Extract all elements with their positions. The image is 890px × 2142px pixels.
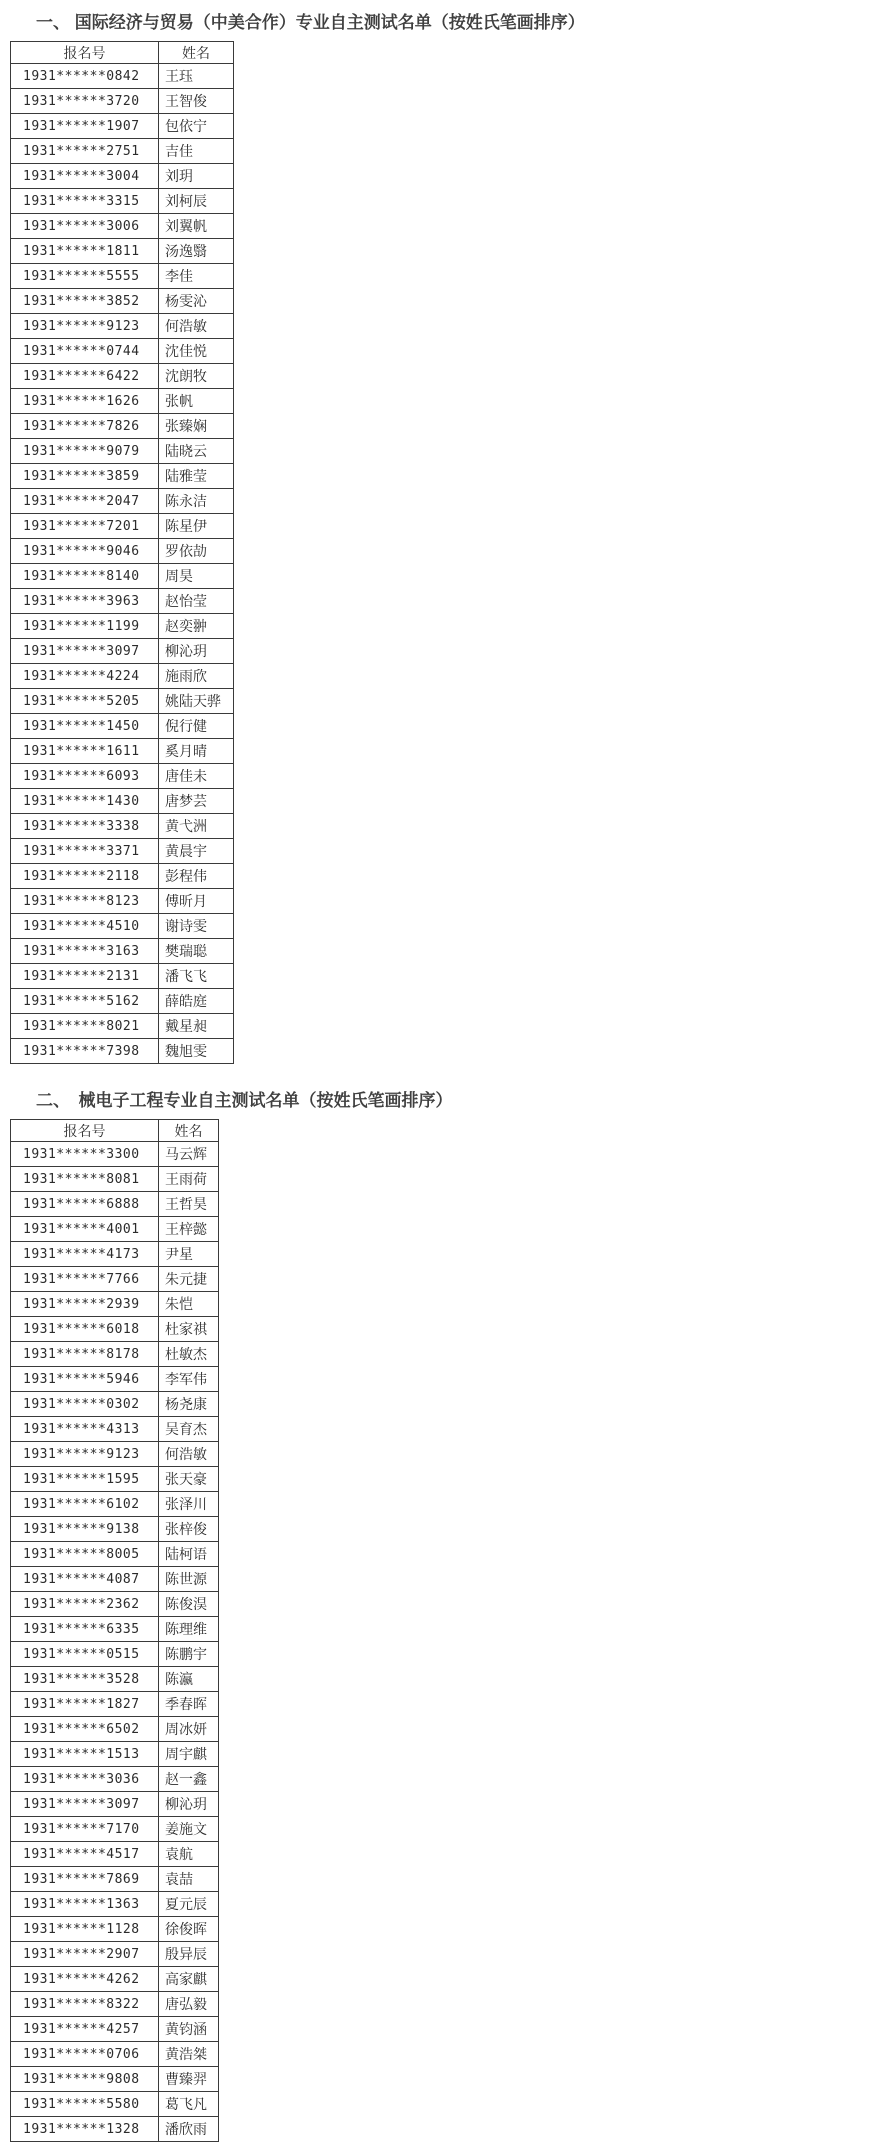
table-row — [11, 1367, 219, 1392]
name-cell: 唐梦芸 — [159, 789, 234, 814]
name-cell: 张泽川 — [159, 1492, 219, 1517]
registration-number-cell: 1931******9079 — [11, 439, 159, 464]
table-row — [11, 1967, 219, 1992]
name-cell: 陈瀛 — [159, 1667, 219, 1692]
header-row — [11, 42, 234, 64]
name-cell: 赵奕翀 — [159, 614, 234, 639]
registration-number-cell: 1931******1363 — [11, 1892, 159, 1917]
name-cell: 朱恺 — [159, 1292, 219, 1317]
registration-number-cell: 1931******1626 — [11, 389, 159, 414]
registration-number-cell: 1931******9046 — [11, 539, 159, 564]
section-title: 二、 械电子工程专业自主测试名单（按姓氏笔画排序） — [36, 1091, 453, 1110]
table-row — [11, 1742, 219, 1767]
table-row — [11, 664, 234, 689]
registration-number-cell: 1931******3163 — [11, 939, 159, 964]
registration-number-cell: 1931******1513 — [11, 1742, 159, 1767]
name-cell: 谢诗雯 — [159, 914, 234, 939]
name-cell: 陆晓云 — [159, 439, 234, 464]
name-cell: 王哲昊 — [159, 1192, 219, 1217]
name-cell: 高家麒 — [159, 1967, 219, 1992]
registration-number-cell: 1931******8021 — [11, 1014, 159, 1039]
registration-number-cell: 1931******3852 — [11, 289, 159, 314]
name-cell: 周昊 — [159, 564, 234, 589]
registration-number-cell: 1931******1450 — [11, 714, 159, 739]
table-row — [11, 1867, 219, 1892]
table-row — [11, 2067, 219, 2092]
table-row — [11, 514, 234, 539]
name-cell: 姜施文 — [159, 1817, 219, 1842]
name-cell: 张帆 — [159, 389, 234, 414]
table-row — [11, 1792, 219, 1817]
table-row — [11, 2092, 219, 2117]
registration-number-cell: 1931******3371 — [11, 839, 159, 864]
name-cell: 刘玥 — [159, 164, 234, 189]
name-cell: 吴育杰 — [159, 1417, 219, 1442]
name-cell: 黄钧涵 — [159, 2017, 219, 2042]
registration-number-cell: 1931******2939 — [11, 1292, 159, 1317]
registration-number-cell: 1931******3528 — [11, 1667, 159, 1692]
name-cell: 彭程伟 — [159, 864, 234, 889]
table-row — [11, 2017, 219, 2042]
registration-number-cell: 1931******8123 — [11, 889, 159, 914]
registration-number-cell: 1931******0515 — [11, 1642, 159, 1667]
table-row — [11, 2117, 219, 2142]
name-cell: 朱元捷 — [159, 1267, 219, 1292]
roster-table — [10, 41, 234, 1064]
name-cell: 葛飞凡 — [159, 2092, 219, 2117]
table-row — [11, 814, 234, 839]
table-row — [11, 489, 234, 514]
table-row — [11, 1692, 219, 1717]
name-cell: 陈鹏宇 — [159, 1642, 219, 1667]
table-row — [11, 289, 234, 314]
registration-number-cell: 1931******6502 — [11, 1717, 159, 1742]
section-intl-economics — [0, 12, 890, 1064]
table-row — [11, 1892, 219, 1917]
name-cell: 柳沁玥 — [159, 1792, 219, 1817]
table-row — [11, 914, 234, 939]
name-cell: 柳沁玥 — [159, 639, 234, 664]
name-cell: 魏旭雯 — [159, 1039, 234, 1064]
registration-number-cell: 1931******8178 — [11, 1342, 159, 1367]
table-row — [11, 1817, 219, 1842]
table-row — [11, 1617, 219, 1642]
registration-number-cell: 1931******2362 — [11, 1592, 159, 1617]
name-cell: 刘翼帆 — [159, 214, 234, 239]
registration-number-cell: 1931******4313 — [11, 1417, 159, 1442]
name-cell: 季春晖 — [159, 1692, 219, 1717]
registration-number-cell: 1931******3006 — [11, 214, 159, 239]
table-row — [11, 314, 234, 339]
registration-number-cell: 1931******3963 — [11, 589, 159, 614]
name-cell: 沈佳悦 — [159, 339, 234, 364]
registration-number-cell: 1931******7201 — [11, 514, 159, 539]
name-cell: 陈永洁 — [159, 489, 234, 514]
registration-number-cell: 1931******4224 — [11, 664, 159, 689]
column-header-registration-number: 报名号 — [11, 42, 159, 64]
name-cell: 袁喆 — [159, 1867, 219, 1892]
registration-number-cell: 1931******4262 — [11, 1967, 159, 1992]
name-cell: 潘飞飞 — [159, 964, 234, 989]
name-cell: 姚陆天骅 — [159, 689, 234, 714]
name-cell: 殷异辰 — [159, 1942, 219, 1967]
table-row — [11, 739, 234, 764]
name-cell: 黄浩桀 — [159, 2042, 219, 2067]
name-cell: 王智俊 — [159, 89, 234, 114]
name-cell: 徐俊晖 — [159, 1917, 219, 1942]
table-row — [11, 1267, 219, 1292]
registration-number-cell: 1931******2131 — [11, 964, 159, 989]
table-row — [11, 189, 234, 214]
table-row — [11, 414, 234, 439]
name-cell: 罗依劼 — [159, 539, 234, 564]
registration-number-cell: 1931******9123 — [11, 1442, 159, 1467]
table-row — [11, 1667, 219, 1692]
registration-number-cell: 1931******6093 — [11, 764, 159, 789]
registration-number-cell: 1931******7766 — [11, 1267, 159, 1292]
table-row — [11, 1992, 219, 2017]
registration-number-cell: 1931******3036 — [11, 1767, 159, 1792]
registration-number-cell: 1931******7398 — [11, 1039, 159, 1064]
table-row — [11, 564, 234, 589]
name-cell: 杨雯沁 — [159, 289, 234, 314]
registration-number-cell: 1931******5162 — [11, 989, 159, 1014]
registration-number-cell: 1931******4173 — [11, 1242, 159, 1267]
table-row — [11, 1767, 219, 1792]
registration-number-cell: 1931******2118 — [11, 864, 159, 889]
registration-number-cell: 1931******6888 — [11, 1192, 159, 1217]
name-cell: 陈星伊 — [159, 514, 234, 539]
registration-number-cell: 1931******7170 — [11, 1817, 159, 1842]
table-row — [11, 1292, 219, 1317]
registration-number-cell: 1931******3315 — [11, 189, 159, 214]
table-row — [11, 1842, 219, 1867]
name-cell: 王梓懿 — [159, 1217, 219, 1242]
table-row — [11, 439, 234, 464]
registration-number-cell: 1931******2047 — [11, 489, 159, 514]
table-row — [11, 789, 234, 814]
registration-number-cell: 1931******3859 — [11, 464, 159, 489]
registration-number-cell: 1931******0302 — [11, 1392, 159, 1417]
registration-number-cell: 1931******7826 — [11, 414, 159, 439]
registration-number-cell: 1931******0744 — [11, 339, 159, 364]
name-cell: 杜敏杰 — [159, 1342, 219, 1367]
table-row — [11, 1642, 219, 1667]
table-row — [11, 239, 234, 264]
table-row — [11, 1442, 219, 1467]
name-cell: 樊瑞聪 — [159, 939, 234, 964]
name-cell: 傅昕月 — [159, 889, 234, 914]
registration-number-cell: 1931******8322 — [11, 1992, 159, 2017]
registration-number-cell: 1931******5555 — [11, 264, 159, 289]
table-row — [11, 1942, 219, 1967]
table-row — [11, 264, 234, 289]
registration-number-cell: 1931******6335 — [11, 1617, 159, 1642]
name-cell: 陆雅莹 — [159, 464, 234, 489]
name-cell: 张臻娴 — [159, 414, 234, 439]
table-row — [11, 764, 234, 789]
registration-number-cell: 1931******1128 — [11, 1917, 159, 1942]
table-row — [11, 1039, 234, 1064]
table-row — [11, 1417, 219, 1442]
registration-number-cell: 1931******0842 — [11, 64, 159, 89]
registration-number-cell: 1931******1595 — [11, 1467, 159, 1492]
table-row — [11, 1517, 219, 1542]
table-row — [11, 1217, 219, 1242]
name-cell: 刘柯辰 — [159, 189, 234, 214]
table-row — [11, 1467, 219, 1492]
roster-table — [10, 1119, 219, 2142]
table-row — [11, 1014, 234, 1039]
name-cell: 黄晨宇 — [159, 839, 234, 864]
table-row — [11, 2042, 219, 2067]
name-cell: 王雨荷 — [159, 1167, 219, 1192]
name-cell: 尹星 — [159, 1242, 219, 1267]
registration-number-cell: 1931******0706 — [11, 2042, 159, 2067]
registration-number-cell: 1931******6102 — [11, 1492, 159, 1517]
name-cell: 何浩敏 — [159, 314, 234, 339]
name-cell: 黄弋洲 — [159, 814, 234, 839]
name-cell: 周宇麒 — [159, 1742, 219, 1767]
name-cell: 陈俊淏 — [159, 1592, 219, 1617]
table-row — [11, 1392, 219, 1417]
section-divider-space — [0, 1064, 890, 1086]
name-cell: 薛皓庭 — [159, 989, 234, 1014]
table-row — [11, 89, 234, 114]
name-cell: 唐弘毅 — [159, 1992, 219, 2017]
section-mech-electronic-eng — [0, 1090, 890, 2142]
registration-number-cell: 1931******9138 — [11, 1517, 159, 1542]
name-cell: 包依宁 — [159, 114, 234, 139]
registration-number-cell: 1931******1328 — [11, 2117, 159, 2142]
registration-number-cell: 1931******1827 — [11, 1692, 159, 1717]
table-row — [11, 614, 234, 639]
table-row — [11, 64, 234, 89]
name-cell: 潘欣雨 — [159, 2117, 219, 2142]
registration-number-cell: 1931******5205 — [11, 689, 159, 714]
section-title: 一、 国际经济与贸易（中美合作）专业自主测试名单（按姓氏笔画排序） — [36, 13, 585, 32]
name-cell: 吉佳 — [159, 139, 234, 164]
table-row — [11, 139, 234, 164]
registration-number-cell: 1931******1811 — [11, 239, 159, 264]
name-cell: 施雨欣 — [159, 664, 234, 689]
table-row — [11, 214, 234, 239]
name-cell: 汤逸翳 — [159, 239, 234, 264]
name-cell: 李佳 — [159, 264, 234, 289]
table-row — [11, 864, 234, 889]
table-row — [11, 339, 234, 364]
registration-number-cell: 1931******6018 — [11, 1317, 159, 1342]
table-row — [11, 1167, 219, 1192]
table-row — [11, 464, 234, 489]
name-cell: 奚月晴 — [159, 739, 234, 764]
registration-number-cell: 1931******5946 — [11, 1367, 159, 1392]
table-row — [11, 1142, 219, 1167]
name-cell: 曹臻羿 — [159, 2067, 219, 2092]
registration-number-cell: 1931******8081 — [11, 1167, 159, 1192]
table-row — [11, 1492, 219, 1517]
table-row — [11, 714, 234, 739]
table-row — [11, 364, 234, 389]
name-cell: 张天豪 — [159, 1467, 219, 1492]
registration-number-cell: 1931******3720 — [11, 89, 159, 114]
registration-number-cell: 1931******1199 — [11, 614, 159, 639]
header-row — [11, 1120, 219, 1142]
name-cell: 唐佳未 — [159, 764, 234, 789]
column-header-registration-number: 报名号 — [11, 1120, 159, 1142]
name-cell: 赵一鑫 — [159, 1767, 219, 1792]
name-cell: 马云辉 — [159, 1142, 219, 1167]
table-row — [11, 1317, 219, 1342]
registration-number-cell: 1931******7869 — [11, 1867, 159, 1892]
registration-number-cell: 1931******3097 — [11, 639, 159, 664]
table-row — [11, 1917, 219, 1942]
registration-number-cell: 1931******1611 — [11, 739, 159, 764]
registration-number-cell: 1931******4087 — [11, 1567, 159, 1592]
registration-number-cell: 1931******8140 — [11, 564, 159, 589]
table-row — [11, 1542, 219, 1567]
column-header-name: 姓名 — [159, 1120, 219, 1142]
name-cell: 倪行健 — [159, 714, 234, 739]
name-cell: 张梓俊 — [159, 1517, 219, 1542]
registration-number-cell: 1931******1907 — [11, 114, 159, 139]
registration-number-cell: 1931******3338 — [11, 814, 159, 839]
name-cell: 杜家祺 — [159, 1317, 219, 1342]
registration-number-cell: 1931******4001 — [11, 1217, 159, 1242]
registration-number-cell: 1931******2751 — [11, 139, 159, 164]
registration-number-cell: 1931******9123 — [11, 314, 159, 339]
table-row — [11, 1567, 219, 1592]
name-cell: 沈朗牧 — [159, 364, 234, 389]
name-cell: 周冰妍 — [159, 1717, 219, 1742]
table-row — [11, 114, 234, 139]
registration-number-cell: 1931******4257 — [11, 2017, 159, 2042]
name-cell: 戴星昶 — [159, 1014, 234, 1039]
table-row — [11, 939, 234, 964]
name-cell: 李军伟 — [159, 1367, 219, 1392]
registration-number-cell: 1931******3097 — [11, 1792, 159, 1817]
table-row — [11, 689, 234, 714]
name-cell: 陈世源 — [159, 1567, 219, 1592]
name-cell: 袁航 — [159, 1842, 219, 1867]
registration-number-cell: 1931******3300 — [11, 1142, 159, 1167]
table-row — [11, 1592, 219, 1617]
name-cell: 夏元辰 — [159, 1892, 219, 1917]
table-row — [11, 164, 234, 189]
table-row — [11, 389, 234, 414]
name-cell: 王珏 — [159, 64, 234, 89]
column-header-name: 姓名 — [159, 42, 234, 64]
name-cell: 陈理维 — [159, 1617, 219, 1642]
table-row — [11, 589, 234, 614]
table-row — [11, 989, 234, 1014]
registration-number-cell: 1931******8005 — [11, 1542, 159, 1567]
registration-number-cell: 1931******4510 — [11, 914, 159, 939]
registration-number-cell: 1931******5580 — [11, 2092, 159, 2117]
table-row — [11, 964, 234, 989]
registration-number-cell: 1931******1430 — [11, 789, 159, 814]
name-cell: 陆柯语 — [159, 1542, 219, 1567]
name-cell: 何浩敏 — [159, 1442, 219, 1467]
table-row — [11, 539, 234, 564]
registration-number-cell: 1931******9808 — [11, 2067, 159, 2092]
table-row — [11, 639, 234, 664]
table-row — [11, 1242, 219, 1267]
name-cell: 杨尧康 — [159, 1392, 219, 1417]
table-row — [11, 1342, 219, 1367]
registration-number-cell: 1931******3004 — [11, 164, 159, 189]
table-row — [11, 1192, 219, 1217]
table-row — [11, 839, 234, 864]
registration-number-cell: 1931******4517 — [11, 1842, 159, 1867]
registration-number-cell: 1931******6422 — [11, 364, 159, 389]
registration-number-cell: 1931******2907 — [11, 1942, 159, 1967]
table-row — [11, 1717, 219, 1742]
name-cell: 赵怡莹 — [159, 589, 234, 614]
table-row — [11, 889, 234, 914]
